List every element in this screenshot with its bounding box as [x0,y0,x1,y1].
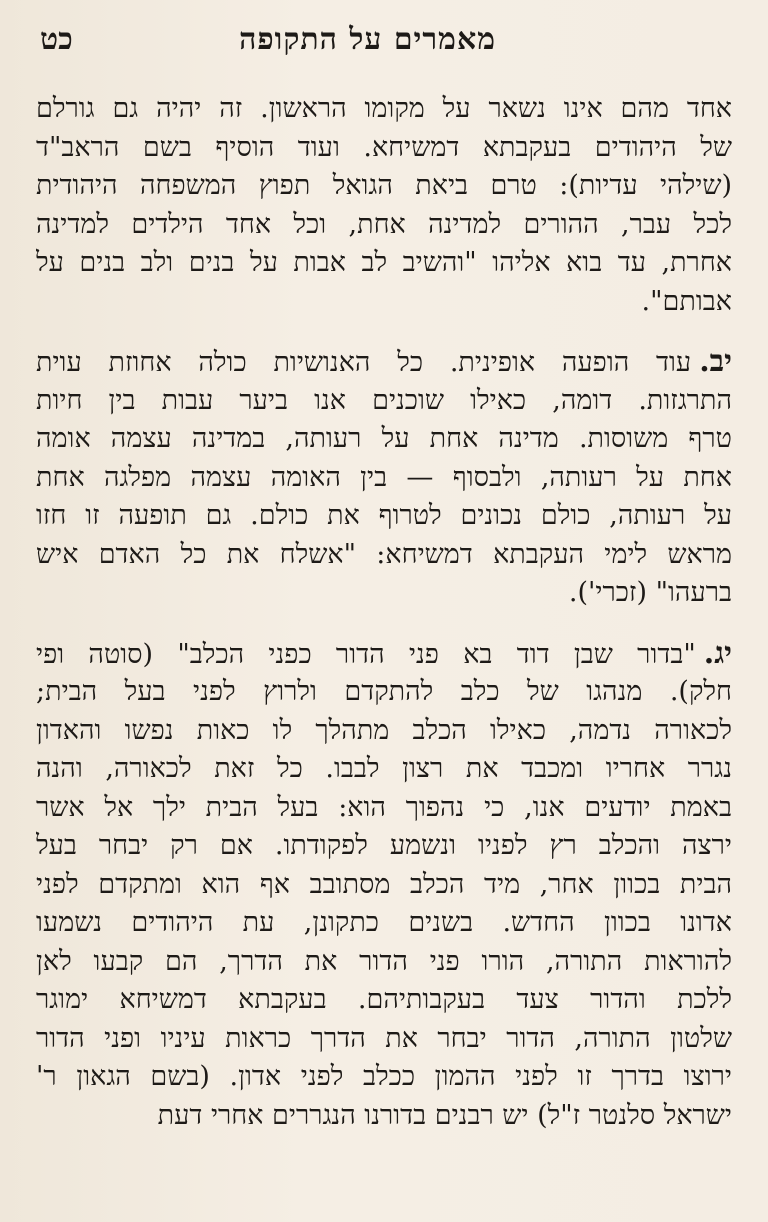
text-line: לכל עבר, ההורים למדינה אחת, וכל אחד הילדים למדינה [36,208,732,240]
page-number: כט [40,22,73,57]
section-number: יג. [703,635,732,671]
text-line: ירוצו בדרך זו לפני ההמון ככלב לפני אדון. (בשם הגאון ר' [36,1061,732,1092]
text-line: ברעהו" (זכרי'). [568,577,732,608]
text-line: לכאורה נדמה, כאילו הכלב מתהלך לו כאות נפשו והאדון [36,714,732,746]
text-line: באמת יודעים אנו, כי נהפוך הוא: בעל הבית ילך אל אשר [36,791,732,823]
text-line: חלק). מנהגו של כלב להתקדם ולרוץ לפני בעל הבית; [36,676,732,707]
text-line: אבותם". [641,285,732,317]
text-line: על רעותה, כולם נכונים לטרוף את כולם. גם תופעה זו חזו [36,500,732,531]
text-line: (שילהי עדיות): טרם ביאת הגואל תפוץ המשפחה היהודית [36,170,732,201]
text-line: התרגזות. דומה, כאילו שוכנים אנו ביער עבות בין חיות [36,384,732,416]
line-text: עוד הופעה אופינית. כל האנושיות כולה אחוזת עוית [36,347,692,378]
section-number: יב. [699,344,732,379]
paragraph [36,635,732,1136]
text-line: מראש לימי העקבתא דמשיחא: "אשלח את כל האדם איש [36,538,732,570]
page-header [40,22,734,66]
text-line [36,635,732,674]
text-line: של היהודים בעקבתא דמשיחא. ועוד הוסיף בשם הראב"ד [36,131,732,163]
running-title: מאמרים על התקופה [239,22,496,57]
text-line: ללכת והדור צעד בעקבותיהם. בעקבתא דמשיחא ימוגר [36,984,732,1015]
text-line: אחרת, עד בוא אליהו "והשיב לב אבות על בנים ולב בנים על [36,247,732,278]
page-body-text [36,90,732,1135]
text-line: נגרר אחריו ומכבד את רצון לבבו. כל זאת לכאורה, והנה [36,753,732,784]
paragraph-gap [36,321,732,343]
text-line [36,343,732,382]
text-line: ירצה והכלב רץ לפניו ונשמע לפקודתו. אם רק יבחר בעל [36,830,732,861]
paragraph-gap [36,613,732,635]
text-line: טרף משוסות. מדינה אחת על רעותה, במדינה עצמה אומה [36,423,732,454]
paragraph [36,90,732,321]
text-line: ישראל סלנטר ז"ל) יש רבנים בדורנו הנגררים אחרי דעת [157,1099,732,1131]
text-line: הבית בכוון אחר, מיד הכלב מסתובב אף הוא ומתקדם לפני [36,868,732,900]
text-line: להוראות התורה, הורו פני הדור את הדרך, הם קבעו לאן [36,945,732,977]
text-line: אחד מהם אינו נשאר על מקומו הראשון. זה יהיה גם גורלם [36,93,732,124]
paragraph [36,343,732,613]
text-line: אדונו בכוון החדש. בשנים כתקונן, עת היהודים נשמעו [36,907,732,938]
line-text: "בדור שבן דוד בא פני הדור כפני הכלב" (סוטה ופי [36,638,696,670]
text-line: אחת על רעותה, ולבסוף — בין האומה עצמה מפלגה אחת [36,461,732,493]
text-line: שלטון התורה, הדור יבחר את הדרך כראות עיניו ופני הדור [36,1022,732,1054]
